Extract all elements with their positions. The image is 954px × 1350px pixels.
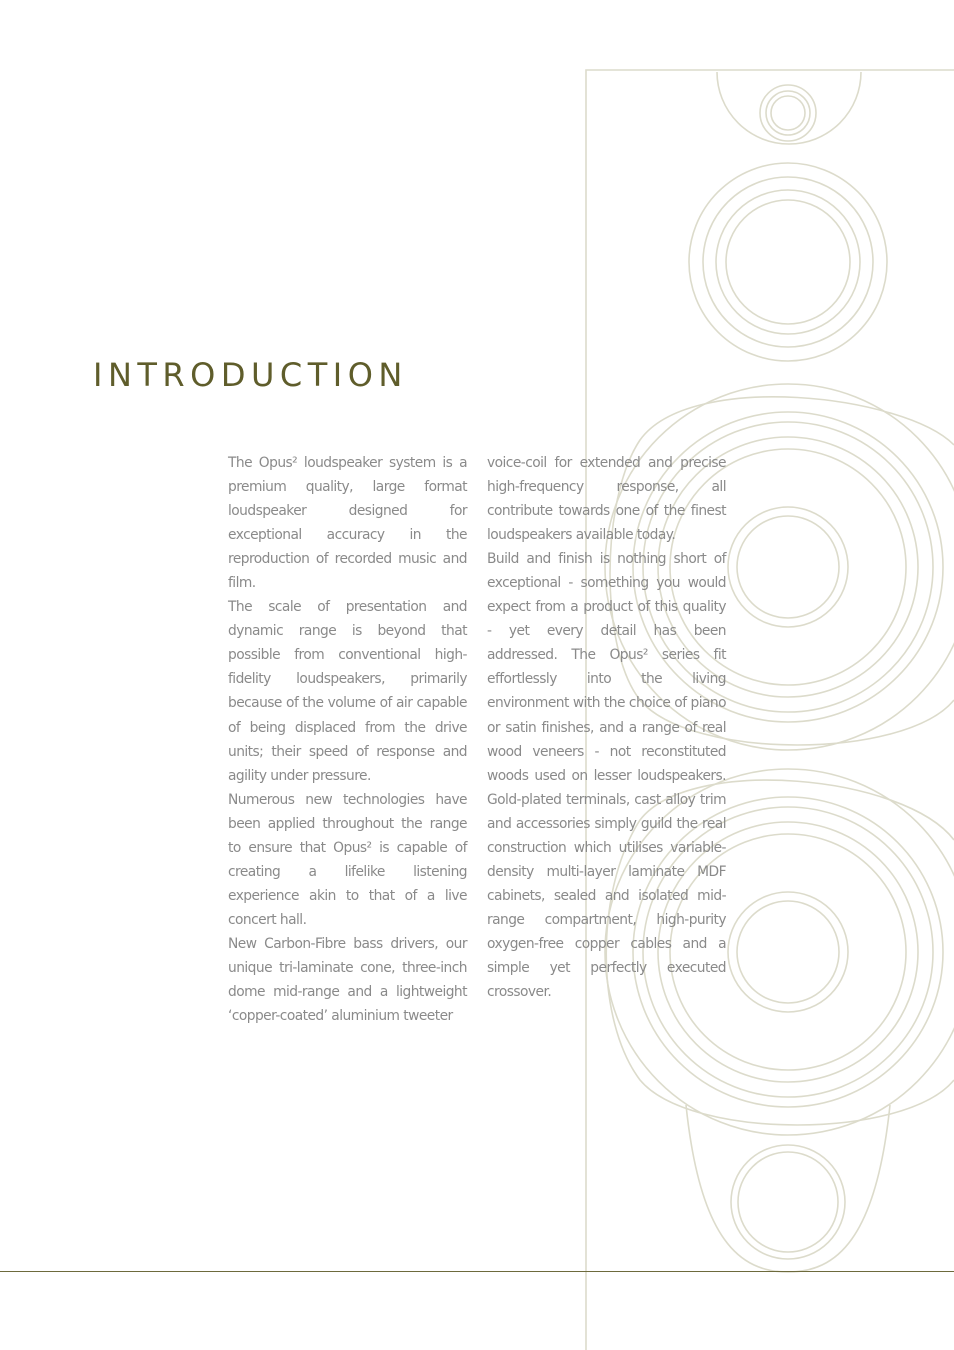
midrange-driver (689, 163, 887, 361)
page-title: INTRODUCTION (93, 356, 408, 394)
paragraph: Build and finish is nothing short of exceptional - something you would expect from a product of this quality - yet every detail has been addressed. The Opus² series fit effortlessly into the living environment with the choice of piano or satin finishes, and a range of real wood veneers - not reconstituted woods used on lesser loudspeakers. Gold-plated terminals, cast alloy trim and accessories simply guild the real construction which utilises variable-density multi-layer laminate MDF cabinets, sealed and isolated mid-range compartment, high-purity oxygen-free copper cables and a simple yet perfectly executed crossover. (487, 551, 726, 1001)
paragraph: voice-coil for extended and precise high-frequency response, all contribute towards one of the finest loudspeakers available today. (487, 455, 726, 544)
tweeter-driver (760, 85, 816, 141)
paragraph: The Opus² loudspeaker system is a premium quality, large format loudspeaker designed for exceptional accuracy in the reproduction of recorded music and film. (228, 455, 467, 592)
paragraph: Numerous new technologies have been applied throughout the range to ensure that Opus² is capable of creating a lifelike listening experience akin to that of a live concert hall. (228, 791, 467, 928)
paragraph: New Carbon-Fibre bass drivers, our unique tri-laminate cone, three-inch dome mid-range and a lightweight ‘copper-coated’ aluminium tweeter (228, 935, 467, 1025)
text-column-right (487, 451, 726, 1004)
port-opening (731, 1145, 845, 1259)
port-housing (686, 1105, 890, 1272)
tweeter-housing (717, 72, 861, 144)
paragraph: The scale of presentation and dynamic range is beyond that possible from conventional high-fidelity loudspeakers, primarily because of the volume of air capable of being displaced from the drive units; their speed of response and agility under pressure. (228, 599, 467, 784)
text-column-left (228, 451, 467, 1028)
footer-rule (0, 1271, 954, 1272)
